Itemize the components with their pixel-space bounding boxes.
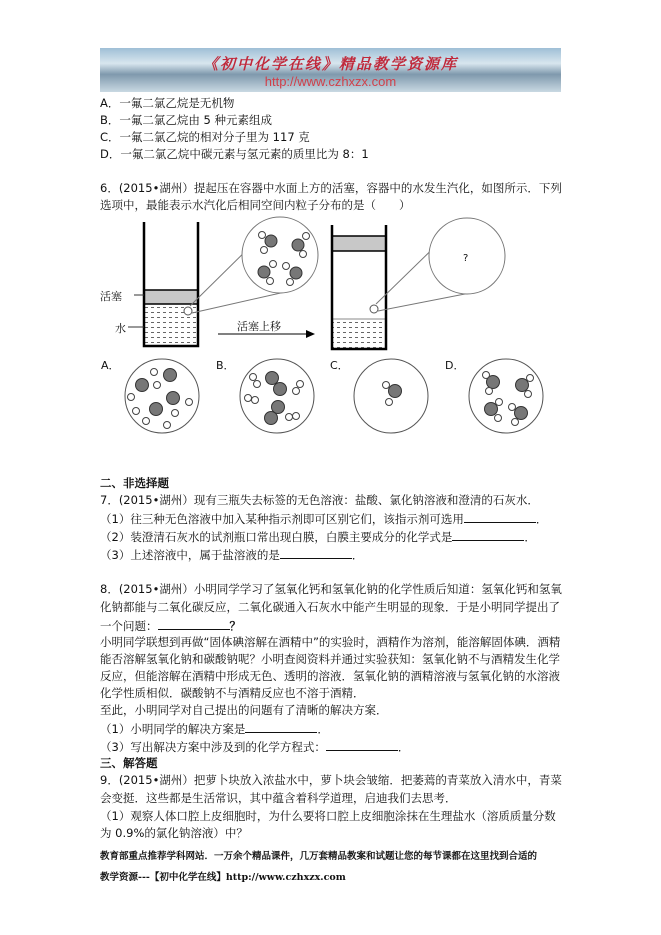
q8-body-1: 小明同学联想到再做“固体碘溶解在酒精中”的实验时，酒精作为溶剂，能溶解固体碘．酒精	[100, 635, 561, 649]
period: ．	[524, 530, 536, 544]
q7-part-1	[100, 511, 547, 526]
q6-line-1: 6．(2015•湖州）提起压在容器中水面上方的活塞，容器中的水发生汽化，如图所示．下列	[100, 181, 562, 195]
q7-part-2	[100, 529, 536, 544]
answer-blank[interactable]	[326, 739, 398, 751]
q6-figure	[0, 0, 661, 450]
q8-body-2: 能否溶解氢氧化钠和碳酸钠呢？小明查阅资料并通过实验获知：氢氧化钠不与酒精发生化学	[100, 652, 560, 666]
option-b-diagram	[240, 359, 314, 433]
period: ．	[317, 722, 329, 736]
q5-option-a: A．一氟二氯乙烷是无机物	[100, 96, 235, 110]
cylinder-after	[332, 218, 505, 349]
option-b-label: B．	[216, 359, 235, 372]
q8-part-1	[100, 721, 329, 736]
q7-part-2-text: （2）装澄清石灰水的试剂瓶口常出现白膜，白膜主要成分的化学式是	[100, 530, 453, 544]
cylinder-before	[128, 217, 318, 346]
option-a-diagram	[125, 359, 199, 433]
period: ．	[351, 548, 364, 562]
piston-label: 活塞	[100, 290, 122, 303]
q8-part-3	[100, 739, 409, 754]
water-label: 水	[115, 322, 126, 335]
period: ．	[535, 512, 548, 526]
q8-part-1-text: （1）小明同学的解决方案是	[100, 722, 246, 736]
q5-option-d: D．一氟二氯乙烷中碳元素与氢元素的质里比为 8：1	[100, 147, 369, 161]
q8-body-3: 反应，但能溶解在酒精中形成无色、透明的溶液．氢氧化钠的酒精溶液与氢氧化钠的水溶液	[100, 669, 560, 683]
banner-url: http://www.czhxzx.com	[264, 74, 397, 89]
q8-body-5: 至此，小明同学对自己提出的问题有了清晰的解决方案．	[100, 703, 388, 717]
q9-line-1: 9．(2015•湖州）把萝卜块放入浓盐水中，萝卜块会皱缩．把萎蔫的青菜放入清水中，青菜	[100, 773, 562, 787]
option-c-diagram	[354, 359, 428, 433]
q9-line-4: 为 0.9%的氯化钠溶液）中？	[100, 826, 248, 840]
option-d-label: D．	[445, 359, 465, 372]
answer-blank[interactable]	[245, 721, 317, 733]
arrow-label: 活塞上移	[237, 320, 281, 333]
question-mark: ?	[463, 253, 469, 264]
q8-line-2: 化钠都能与二氧化碳反应，二氧化碳通入石灰水中能产生明显的现象．于是小明同学提出了	[100, 600, 560, 614]
q7-stem: 7．(2015•湖州）现有三瓶失去标签的无色溶液：盐酸、氯化钠溶液和澄清的石灰水．	[100, 493, 539, 507]
option-a-label: A．	[101, 359, 120, 372]
question-end: ？	[229, 619, 241, 633]
option-c-label: C．	[330, 359, 349, 372]
q5-option-c: C．一氟二氯乙烷的相对分子里为 117 克	[100, 130, 310, 144]
q7-part-1-text: （1）往三种无色溶液中加入某种指示剂即可区别它们，该指示剂可选用	[100, 512, 464, 526]
answer-blank[interactable]	[158, 618, 230, 630]
q5-option-b: B．一氟二氯乙烷由 5 种元素组成	[100, 113, 273, 127]
option-d-diagram	[469, 359, 543, 433]
footer-line-1: 教育部重点推荐学科网站．一万余个精品课件，几万套精品教案和试题让您的每节课都在这里找到合适的	[100, 851, 538, 862]
q8-question-prefix: 一个问题：	[100, 619, 158, 633]
q9-line-2: 会变挺．这些都是生活常识，其中蕴含着科学道理，启迪我们去思考．	[100, 791, 457, 805]
q8-body-4: 化学性质相似．碳酸钠不与酒精反应也不溶于酒精．	[100, 686, 365, 700]
q6-line-2: 选项中，最能表示水汽化后相同空间内粒子分布的是（ ）	[100, 198, 411, 212]
footer-line-2: 教学资源---【初中化学在线】http://www.czhxzx.com	[100, 872, 346, 883]
q8-question	[100, 618, 241, 633]
q8-part-3-text: （3）写出解决方案中涉及到的化学方程式：	[100, 740, 326, 754]
q8-line-1: 8．(2015•湖州）小明同学学习了氢氧化钙和氢氧化钠的化学性质后知道：氢氧化钙和氢氧	[100, 582, 562, 596]
answer-blank[interactable]	[280, 547, 352, 559]
q9-line-3: （1）观察人体口腔上皮细胞时，为什么要将口腔上皮细胞涂抹在生理盐水（溶质质量分数	[100, 809, 556, 823]
banner-title: 《初中化学在线》精品教学资源库	[202, 55, 458, 73]
q7-part-3	[100, 547, 363, 562]
section-2-heading: 二、非选择题	[100, 476, 169, 490]
period: ．	[397, 740, 410, 754]
answer-blank[interactable]	[464, 511, 536, 523]
answer-blank[interactable]	[452, 529, 524, 541]
section-3-heading: 三、解答题	[100, 756, 158, 770]
q7-part-3-text: （3）上述溶液中，属于盐溶液的是	[100, 548, 280, 562]
